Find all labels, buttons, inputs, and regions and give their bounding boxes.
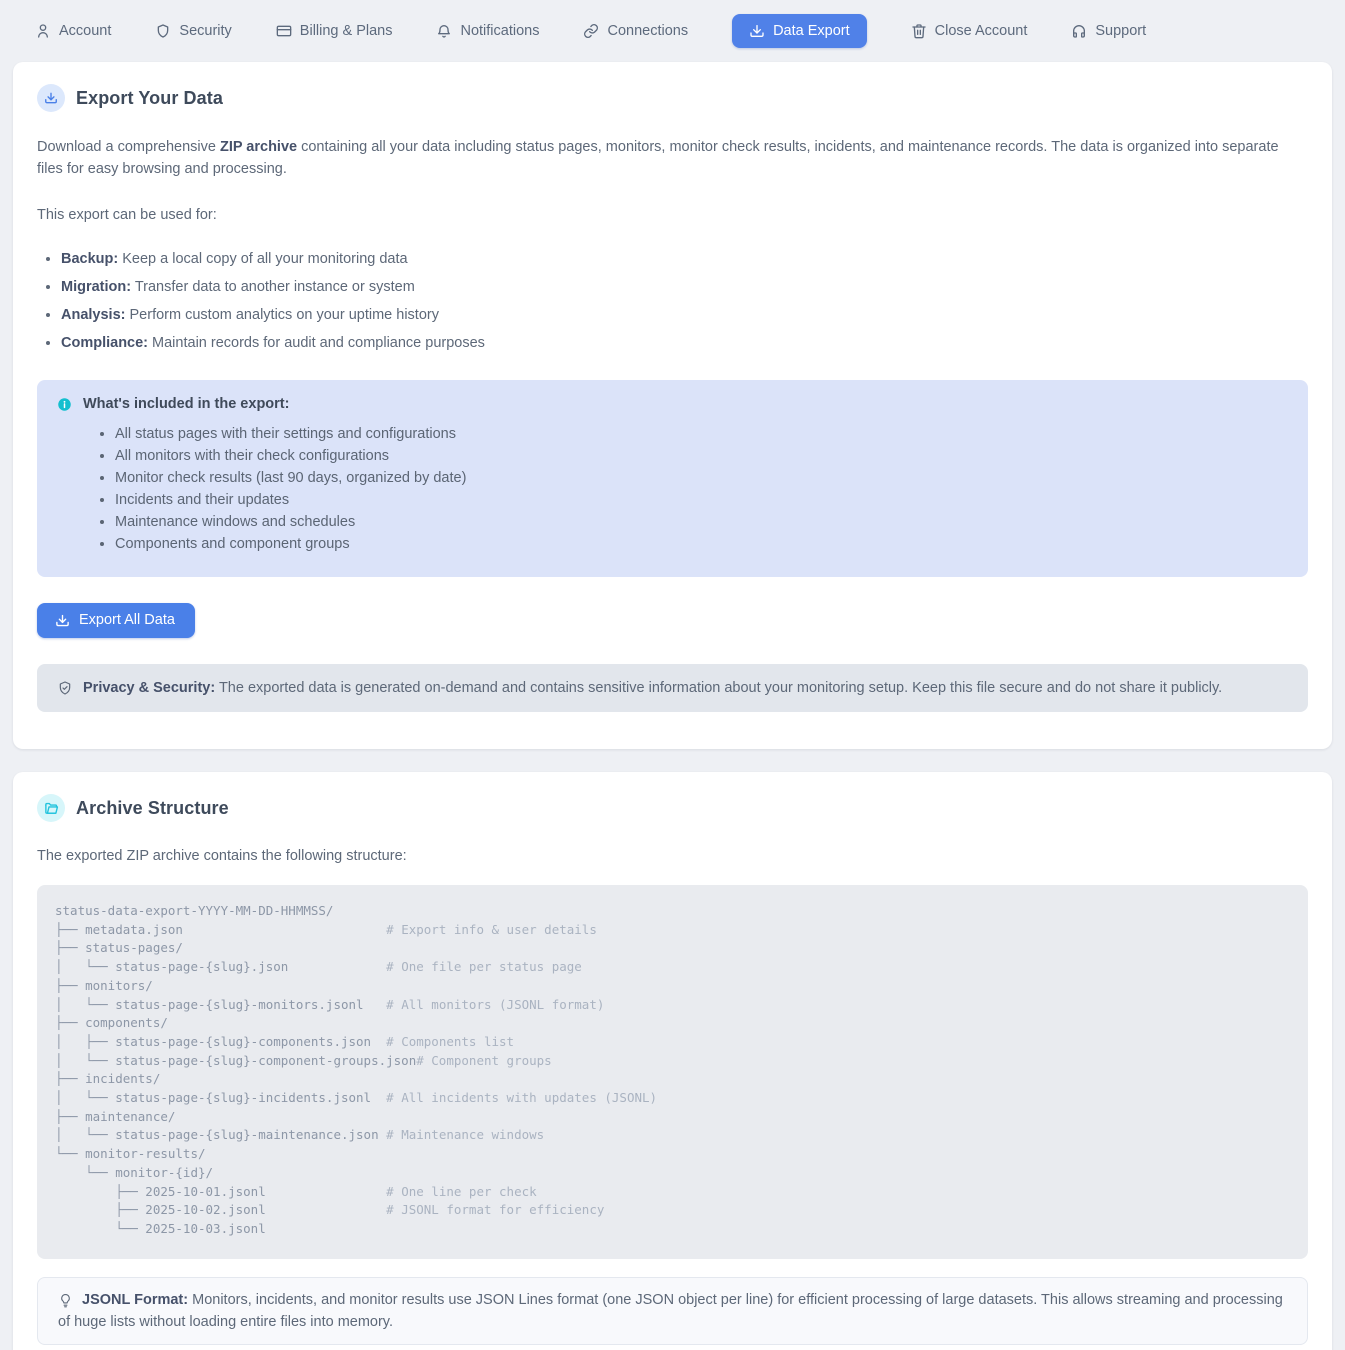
included-item: • All status pages with their settings and configurations [115, 423, 1288, 445]
headphones-icon [1071, 23, 1087, 39]
included-title: What's included in the export: [83, 396, 290, 412]
credit-card-icon [276, 23, 292, 39]
usage-item-compliance: • Compliance: Maintain records for audit and compliance purposes [61, 332, 1308, 354]
included-list [115, 423, 1288, 555]
trash-icon [911, 23, 927, 39]
info-icon [57, 397, 72, 412]
export-data-card [13, 62, 1332, 749]
jsonl-text: Monitors, incidents, and monitor results use JSON Lines format (one JSON object per line) for efficient processing of large datasets. This allows streaming and processing of huge lists without loading entire files into memory. [58, 1291, 1283, 1330]
privacy-security-notice [37, 664, 1308, 712]
download-icon [749, 23, 765, 39]
bell-icon [436, 23, 452, 39]
included-item: • All monitors with their check configurations [115, 445, 1288, 467]
export-description: Download a comprehensive ZIP archive containing all your data including status pages, monitors, monitor check results, incidents, and maintenance records. The data is organized into separate files for easy browsing and processing. [37, 139, 1279, 177]
export-button-label: Export All Data [79, 612, 175, 628]
usage-list [61, 248, 1308, 354]
privacy-text: The exported data is generated on-demand and contains sensitive information about your monitoring setup. Keep this file secure and do not share it publicly. [215, 680, 1223, 696]
included-item: • Maintenance windows and schedules [115, 511, 1288, 533]
archive-title: Archive Structure [76, 797, 229, 818]
usage-item-migration: • Migration: Transfer data to another instance or system [61, 276, 1308, 298]
archive-card-header [37, 794, 1308, 822]
usage-item-backup: • Backup: Keep a local copy of all your monitoring data [61, 248, 1308, 270]
zip-archive-bold: ZIP archive [219, 139, 298, 155]
settings-tab-bar [0, 0, 1345, 62]
folder-circle-icon [37, 794, 65, 822]
lightbulb-icon [58, 1293, 73, 1308]
jsonl-format-note [37, 1277, 1308, 1345]
archive-intro: The exported ZIP archive contains the following structure: [37, 848, 407, 864]
user-icon [35, 23, 51, 39]
included-item: • Monitor check results (last 90 days, organized by date) [115, 467, 1288, 489]
tab-connections[interactable] [583, 23, 688, 39]
tab-label: Account [59, 23, 112, 39]
tab-close-account[interactable] [911, 23, 1028, 39]
tab-security[interactable] [155, 23, 231, 39]
tab-data-export[interactable] [732, 14, 867, 48]
tab-label: Data Export [773, 23, 850, 39]
shield-icon [155, 23, 171, 39]
jsonl-label: JSONL Format: [82, 1291, 189, 1308]
included-item: • Incidents and their updates [115, 489, 1288, 511]
download-circle-icon [37, 84, 65, 112]
tab-label: Connections [607, 23, 689, 39]
shield-check-icon [57, 680, 73, 696]
usage-intro: This export can be used for: [37, 207, 217, 223]
tab-billing-plans[interactable] [276, 23, 393, 39]
included-item: • Components and component groups [115, 533, 1288, 555]
included-title-row [57, 396, 1288, 412]
download-icon [55, 613, 70, 628]
tab-notifications[interactable] [436, 23, 539, 39]
page-title: Export Your Data [76, 87, 223, 108]
link-icon [583, 23, 599, 39]
included-info-box [37, 380, 1308, 577]
archive-structure-card [13, 772, 1332, 1350]
tab-label: Security [179, 23, 232, 39]
tab-label: Notifications [460, 23, 540, 39]
tab-label: Close Account [934, 23, 1028, 39]
tab-label: Support [1095, 23, 1147, 39]
archive-tree: status-data-export-YYYY-MM-DD-HHMMSS/ ├── metadata.json # Export info & user details ├── status-pages/ │ └── status-page-{slug}.json # One file per status page ├── monitors/ │ └── status-page-{slug}-monitors.jsonl # All monitors (JSONL format) ├── components/ │ ├── status-page-{slug}-components.json # Components list │ └── status-page-{slug}-component-groups.json# Component groups ├── incidents/ │ └── status-page-{slug}-incidents.jsonl # All incidents with updates (JSONL) ├── maintenance/ │ └── status-page-{slug}-maintenance.json # Maintenance windows └── monitor-results/ └── monitor-{id}/ ├── 2025-10-01.jsonl # One line per check ├── 2025-10-02.jsonl # JSONL format for efficiency └── 2025-10-03.jsonl [37, 885, 1308, 1259]
tab-label: Billing & Plans [299, 23, 393, 39]
tab-support[interactable] [1071, 23, 1146, 39]
tab-account[interactable] [35, 23, 111, 39]
export-all-data-button[interactable] [37, 603, 195, 638]
export-card-header [37, 84, 1308, 112]
privacy-label: Privacy & Security: [83, 680, 216, 696]
usage-item-analysis: • Analysis: Perform custom analytics on your uptime history [61, 304, 1308, 326]
